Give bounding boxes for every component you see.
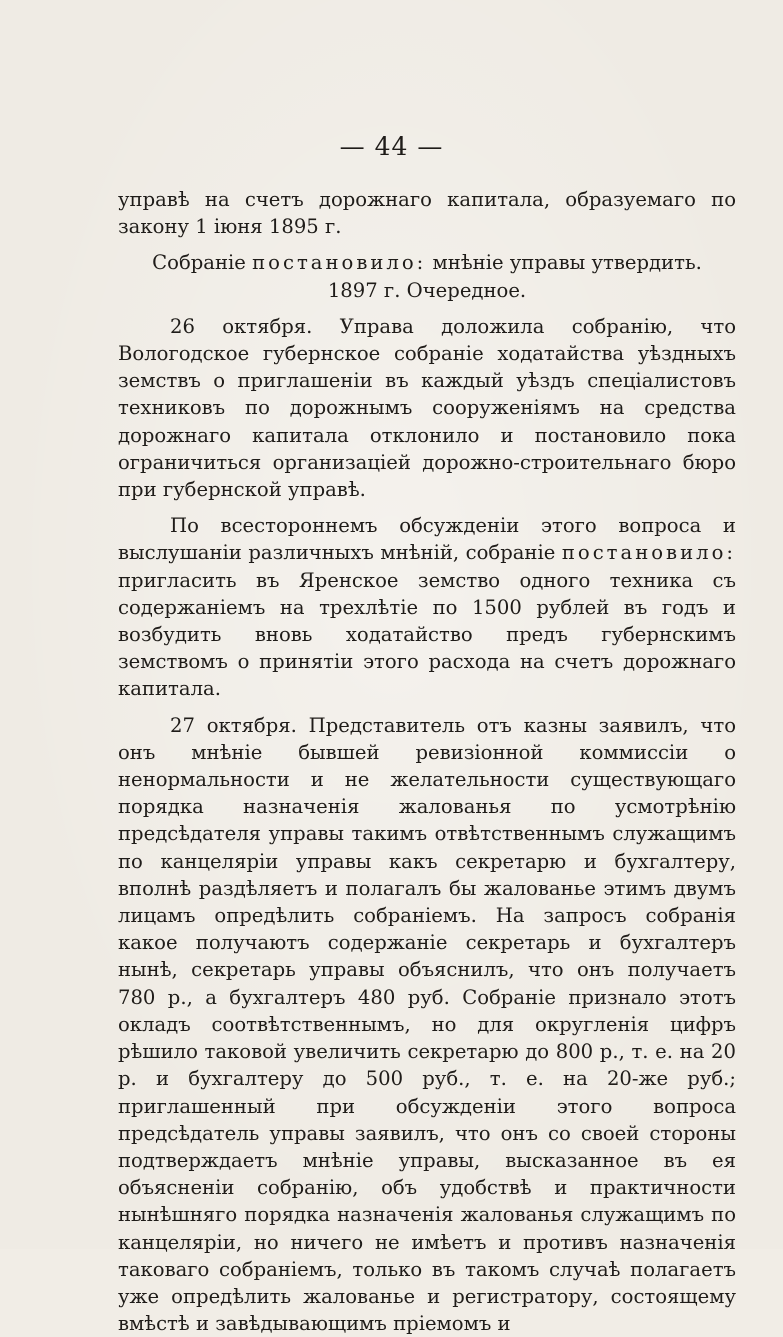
resolution-subject: Собраніе [152,251,246,275]
paragraph-discussion [118,512,736,702]
discussion-text: пригласить въ Яренское земство одного техника съ содержаніемъ на трехлѣтіе по 1500 рублей въ годъ и возбудить вновь ходатайство предъ губернскимъ земствомъ о принятіи этого расхода на счетъ дорожнаго капитала. [118,568,736,701]
discussion-verb: постановило: [561,541,736,565]
paragraph-oct-27: 27 октября. Представитель отъ казны заявилъ, что онъ мнѣніе бывшей ревизіонной коммиссіи о ненормальности и не желательности существующаго порядка назначенія жалованья по усмотрѣнію предсѣдателя управы такимъ отвѣтственнымъ служащимъ по канцеляріи управы какъ секретарю и бухгалтеру, вполнѣ раздѣляетъ и полагалъ бы жалованье этимъ двумъ лицамъ опредѣлить собраніемъ. На запросъ собранія какое получаютъ содержаніе секретарь и бухгалтеръ нынѣ, секретарь управы объяснилъ, что онъ получаетъ 780 р., а бухгалтеръ 480 руб. Собраніе признало этотъ окладъ соотвѣтственнымъ, но для округленія цифръ рѣшило таковой увеличить секретарю до 800 р., т. е. на 20 р. и бухгалтеру до 500 руб., т. е. на 20-же руб.; приглашенный при обсужденіи этого вопроса предсѣдатель управы заявилъ, что онъ со своей стороны подтверждаетъ мнѣніе управы, высказанное въ ея объясненіи собранію, объ удобствѣ и практичности нынѣшняго порядка назначенія жалованья служащимъ по канцеляріи, но ничего не имѣетъ и противъ назначенія таковаго собраніемъ, только въ такомъ случаѣ полагаетъ уже опредѣлить жалованье и регистратору, состоящему вмѣстѣ и завѣдывающимъ пріемомъ и [118,713,736,1336]
paragraph-continuation: управѣ на счетъ дорожнаго капитала, образуемаго по закону 1 іюня 1895 г. [118,188,736,239]
page-number: — 44 — [339,132,444,161]
resolution-line [118,249,736,276]
section-heading: 1897 г. Очередное. [327,278,527,302]
paragraph-oct-26: 26 октября. Управа доложила собранію, что Вологодское губернское собраніе ходатайства уѣздныхъ земствъ о приглашеніи въ каждый уѣздъ спеціалистовъ техниковъ по дорожнымъ сооруженіямъ на средства дорожнаго капитала отклонило и постановило пока ограничиться организаціей дорожно-строительнаго бюро при губернской управѣ. [118,314,736,502]
document-body [118,186,736,1337]
resolution-verb: постановило: [252,251,427,275]
resolution-text: мнѣніе управы утвердить. [432,251,702,275]
discussion-intro: По всестороннемъ обсужденіи этого вопроса и выслушаніи различныхъ мнѣній, собраніе [118,514,736,565]
